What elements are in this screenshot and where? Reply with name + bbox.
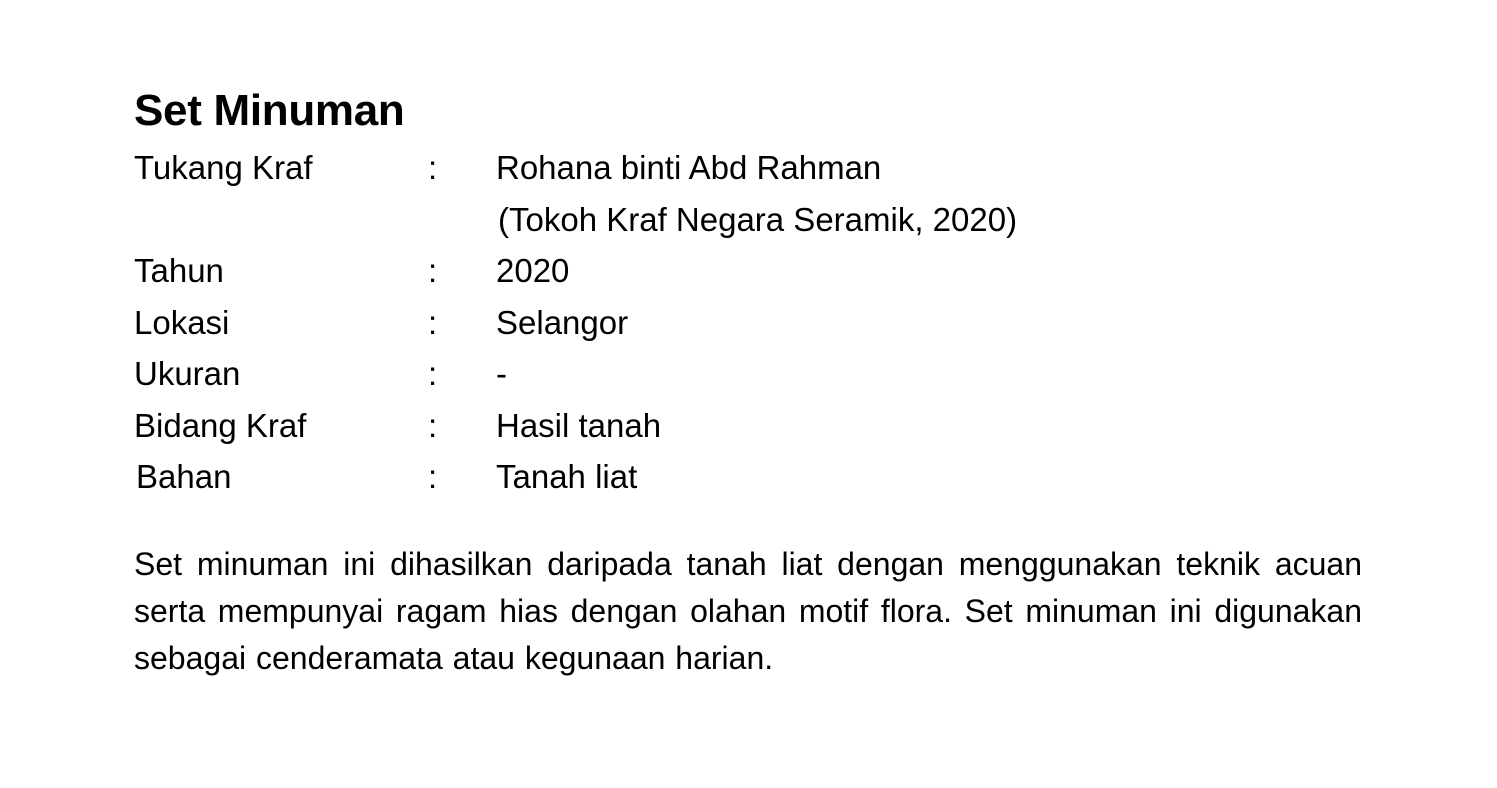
document-page [134, 84, 1362, 714]
field-row-bidang-kraf [134, 400, 1362, 452]
field-label: Bahan [136, 458, 232, 495]
field-colon: : [428, 458, 438, 495]
field-colon [428, 194, 496, 246]
field-row-ukuran [134, 348, 1362, 400]
field-label: Tahun [134, 252, 224, 289]
field-row-lokasi [134, 297, 1362, 349]
description-paragraph: Set minuman ini dihasilkan daripada tanah liat dengan menggunakan teknik acuan serta mempunyai ragam hias dengan olahan motif flora. Set minuman ini digunakan sebagai cenderamata atau kegunaan harian. [134, 545, 1362, 676]
field-value: (Tokoh Kraf Negara Seramik, 2020) [498, 200, 1018, 238]
field-label: Lokasi [134, 303, 230, 341]
field-colon: : [428, 149, 438, 186]
field-value: Hasil tanah [496, 406, 662, 444]
field-colon: : [428, 406, 438, 444]
field-colon: : [428, 252, 438, 289]
field-row-tahun [134, 245, 1362, 297]
field-label: Bidang Kraf [134, 406, 307, 444]
field-value: - [496, 355, 507, 392]
page-title: Set Minuman [134, 86, 405, 135]
field-label: Ukuran [134, 355, 241, 392]
field-row-bahan [134, 451, 1362, 503]
field-label: Tukang Kraf [134, 149, 313, 186]
field-colon: : [428, 303, 438, 341]
field-row-tukang-kraf-note [134, 194, 1362, 246]
field-value: Rohana binti Abd Rahman [496, 149, 882, 186]
field-colon: : [428, 355, 438, 392]
info-table [134, 142, 1362, 503]
field-value: 2020 [496, 252, 570, 289]
field-value: Tanah liat [496, 458, 638, 495]
field-value: Selangor [496, 303, 629, 341]
field-row-tukang-kraf [134, 142, 1362, 194]
field-label [134, 194, 428, 246]
